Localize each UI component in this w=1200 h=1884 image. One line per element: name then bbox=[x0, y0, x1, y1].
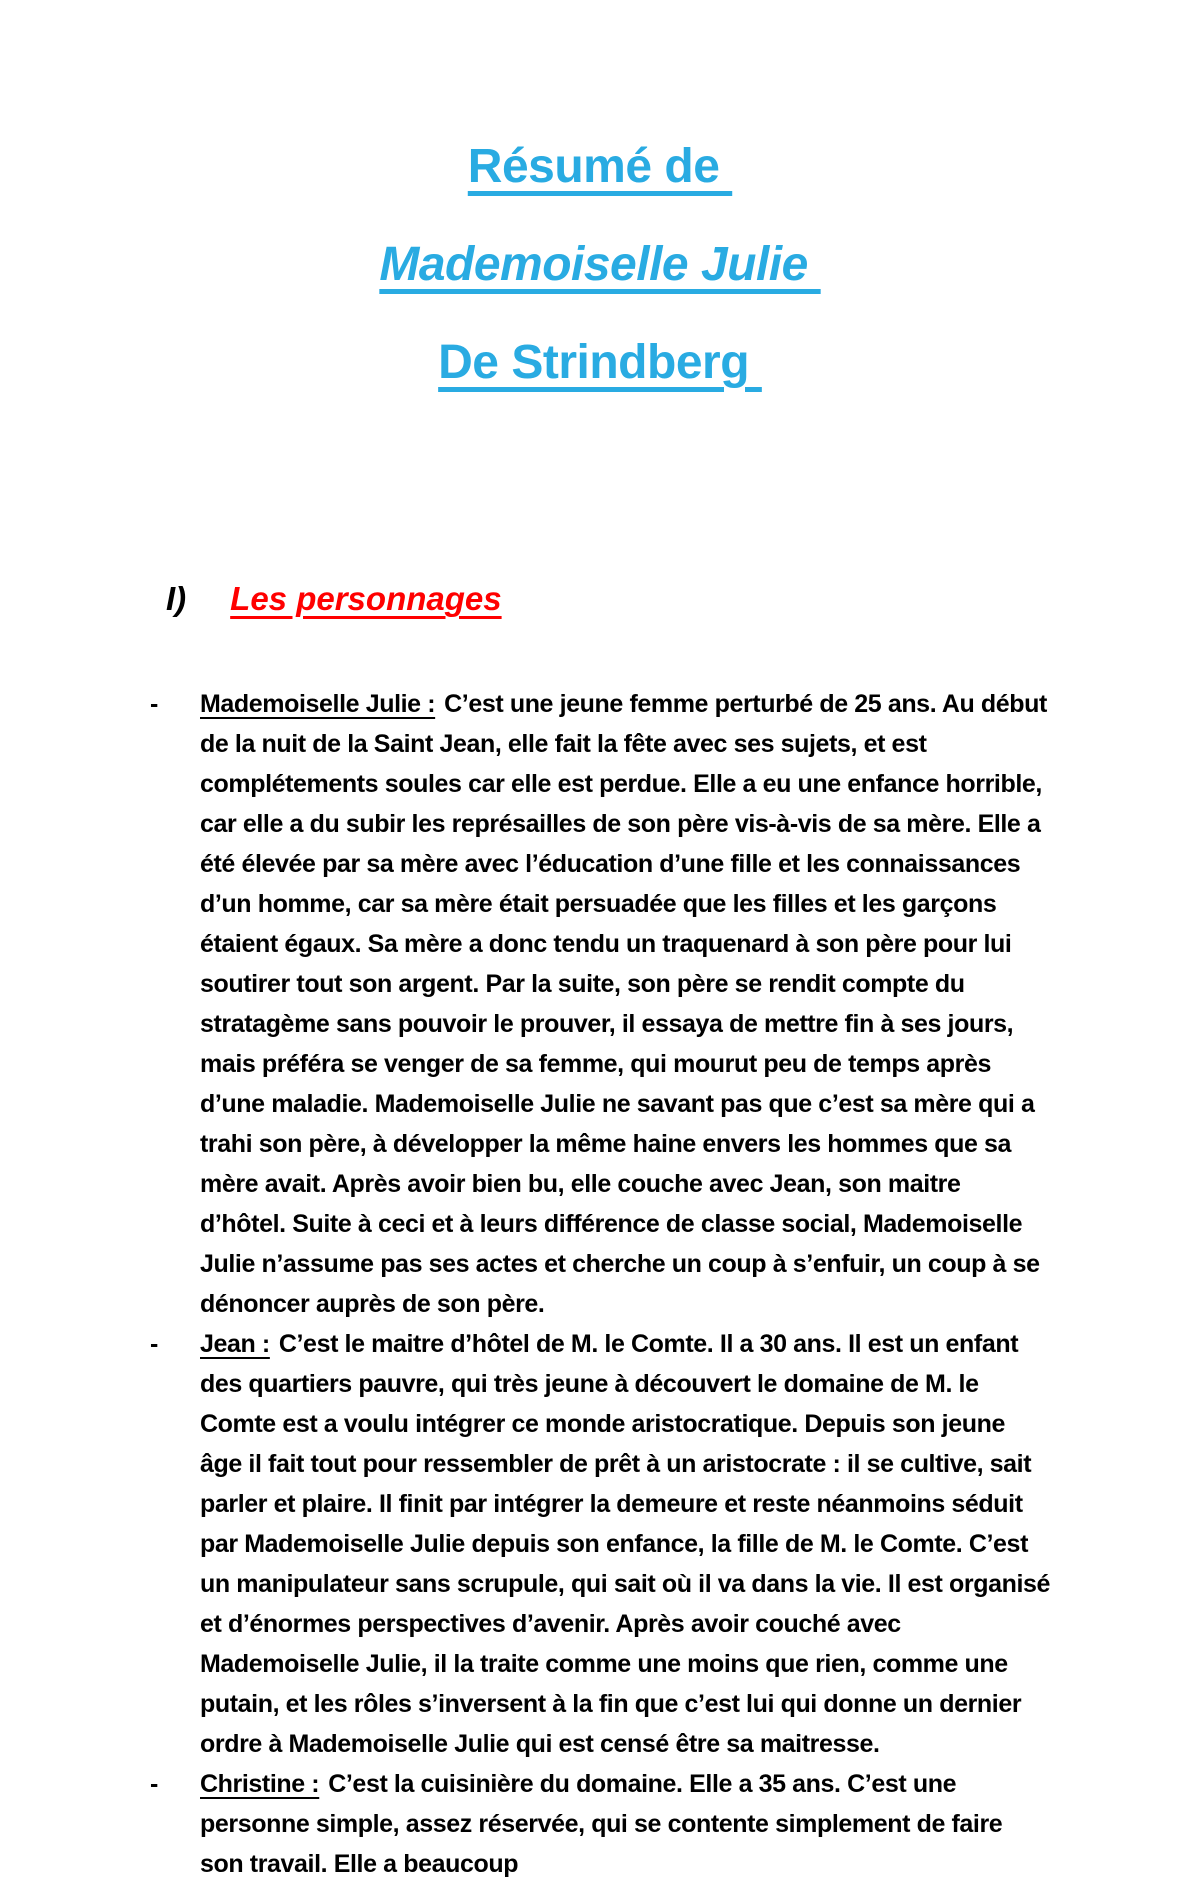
character-description: C’est la cuisinière du domaine. Elle a 35 ans. C’est une personne simple, assez réservée, qui se contente simplement de faire son travail. Elle a beaucoup bbox=[200, 1770, 1003, 1878]
list-item-jean bbox=[150, 1324, 1052, 1764]
character-name: Christine : bbox=[200, 1770, 320, 1798]
section-label: Les personnages bbox=[230, 580, 502, 617]
document-title bbox=[0, 0, 1200, 412]
section-numeral: I) bbox=[166, 580, 187, 617]
character-name: Jean : bbox=[200, 1330, 270, 1358]
title-line-3: De Strindberg bbox=[438, 336, 762, 389]
character-name: Mademoiselle Julie : bbox=[200, 690, 436, 718]
title-line-2: Mademoiselle Julie bbox=[379, 238, 821, 291]
bullet-marker: - bbox=[150, 1770, 158, 1798]
character-description: C’est le maitre d’hôtel de M. le Comte. Il a 30 ans. Il est un enfant des quartiers pauvre, qui très jeune à découvert le domaine de M. le Comte est a voulu intégrer ce monde aristocratique. Depuis son jeune âge il fait tout pour ressembler de prêt à un aristocrate : il se cultive, sait parler et plaire. Il finit par intégrer la demeure et reste néanmoins séduit par Mademoiselle Julie depuis son enfance, la fille de M. le Comte. C’est un manipulateur sans scrupule, qui sait où il va dans la vie. Il est organisé et d’énormes perspectives d’avenir. Après avoir couché avec Mademoiselle Julie, il la traite comme une moins que rien, comme une putain, et les rôles s’inversent à la fin que c’est lui qui donne un dernier ordre à Mademoiselle Julie qui est censé être sa maitresse. bbox=[200, 1330, 1051, 1758]
bullet-marker: - bbox=[150, 1330, 158, 1358]
character-description: C’est une jeune femme perturbé de 25 ans. Au début de la nuit de la Saint Jean, elle fait la fête avec ses sujets, et est complétements soules car elle est perdue. Elle a eu une enfance horrible, car elle a du subir les représailles de son père vis-à-vis de sa mère. Elle a été élevée par sa mère avec l’éducation d’une fille et les connaissances d’un homme, car sa mère était persuadée que les filles et les garçons étaient égaux. Sa mère a donc tendu un traquenard à son père pour lui soutirer tout son argent. Par la suite, son père se rendit compte du stratagème sans pouvoir le prouver, il essaya de mettre fin à ses jours, mais préféra se venger de sa femme, qui mourut peu de temps après d’une maladie. Mademoiselle Julie ne savant pas que c’est sa mère qui a trahi son père, à développer la même haine envers les hommes que sa mère avait. Après avoir bien bu, elle couche avec Jean, son maitre d’hôtel. Suite à ceci et à leurs différence de classe social, Mademoiselle Julie n’assume pas ses actes et cherche un coup à s’enfuir, un coup à se dénoncer auprès de son père. bbox=[200, 690, 1047, 1318]
title-line-1: Résumé de bbox=[467, 140, 733, 193]
bullet-text bbox=[200, 1764, 1052, 1884]
bullet-marker: - bbox=[150, 690, 158, 718]
bullet-text bbox=[200, 684, 1052, 1324]
section-heading bbox=[0, 580, 1200, 618]
character-list bbox=[0, 684, 1200, 1884]
list-item-christine bbox=[150, 1764, 1052, 1884]
bullet-text bbox=[200, 1324, 1052, 1764]
list-item-mademoiselle-julie bbox=[150, 684, 1052, 1324]
